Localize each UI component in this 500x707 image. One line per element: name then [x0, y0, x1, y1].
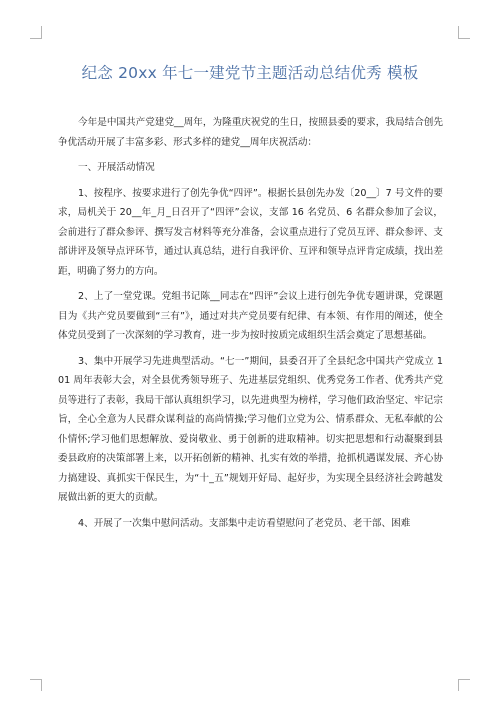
crop-mark-bottom-left	[41, 679, 42, 691]
crop-mark-bottom-right	[458, 679, 470, 680]
crop-mark-bottom-right	[458, 679, 459, 691]
body-paragraph: 4、开展了一次集中慰问活动。支部集中走访看望慰问了老党员、老干部、困难	[78, 517, 411, 529]
document-title: 纪念 20xx 年七一建党节主题活动总结优秀 模板	[81, 64, 419, 82]
document-body	[58, 113, 443, 539]
crop-mark-top-left	[30, 38, 42, 39]
body-paragraph: 1、按程序、按要求进行了创先争优“四评”。根据长县创先办发〔20__〕7 号文件的要求，局机关于 20__年_月_日召开了“四评”会议，支部 16 名党员、6 名群众参加了会议，会前进行了群众参评、撰写发言材料等充分准备，会议重点进行了党员互评、群众参评、支部讲评及领导点评环节，通过认真总结，进行自我评价、互评和领导点评肯定成绩，找出差距，明确了努力的方向。	[58, 187, 443, 277]
crop-mark-top-right	[458, 38, 470, 39]
body-paragraph: 2、上了一堂党课。党组书记陈__同志在“四评”会议上进行创先争优专题讲课，党课题目为《共产党员要做到“三有”》，通过对共产党员要有纪律、有本领、有作用的阐述，使全体党员受到了一次深刻的学习教育，进一步为按时按质完成组织生活会奠定了思想基础。	[58, 291, 443, 341]
crop-mark-top-right	[458, 26, 459, 38]
crop-mark-top-left	[41, 26, 42, 38]
intro-paragraph: 今年是中国共产党建党__周年，为隆重庆祝党的生日，按照县委的要求，我局结合创先争优活动开展了丰富多彩、形式多样的建党__周年庆祝活动：	[58, 117, 443, 148]
section-heading: 一、开展活动情况	[78, 162, 155, 173]
body-paragraph: 3、集中开展学习先进典型活动。“七一”期间，县委召开了全县纪念中国共产党成立 101 周年表彰大会，对全县优秀领导班子、先进基层党组织、优秀党务工作者、优秀共产党员等进行了表彰，我局干部认真组织学习，以先进典型为榜样，学习他们政治坚定、牢记宗旨，全心全意为人民群众谋利益的高尚情操;学习他们立党为公、情系群众、无私奉献的公仆情怀;学习他们思想解放、爱岗敬业、勇于创新的进取精神。切实把思想和行动凝聚到县委县政府的决策部署上来，以开拓创新的精神、扎实有效的举措，抢抓机遇谋发展、齐心协力搞建设、真抓实干保民生，为“十_五”规划开好局、起好步，为实现全县经济社会跨越发展做出新的更大的贡献。	[58, 355, 443, 503]
